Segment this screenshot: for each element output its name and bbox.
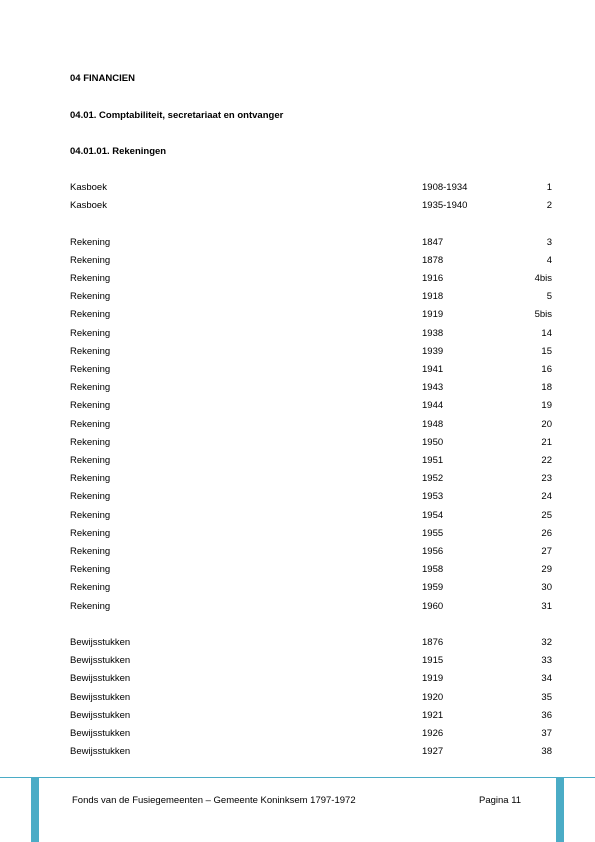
list-item [0, 290, 595, 304]
item-title: Rekening [70, 236, 111, 248]
list-item [0, 672, 595, 686]
item-title: Rekening [70, 473, 111, 485]
item-period: 1944 [422, 400, 444, 412]
list-item [0, 709, 595, 723]
item-number: 18 [541, 382, 552, 394]
item-title: Rekening [70, 491, 111, 503]
item-title: Rekening [70, 436, 111, 448]
list-item [0, 308, 595, 322]
item-period: 1908-1934 [422, 182, 468, 193]
item-period: 1948 [422, 418, 444, 430]
list-item [0, 454, 595, 468]
list-item [0, 181, 595, 195]
list-item [0, 600, 595, 614]
item-title: Rekening [70, 291, 111, 303]
list-item [0, 527, 595, 541]
item-title: Rekening [70, 382, 111, 394]
item-title: Rekening [70, 364, 111, 375]
item-number: 19 [541, 400, 552, 412]
list-item [0, 545, 595, 559]
item-period: 1956 [422, 546, 444, 557]
item-period: 1847 [422, 236, 444, 248]
item-number: 26 [541, 527, 552, 539]
item-number: 24 [541, 491, 552, 503]
item-number: 29 [541, 564, 552, 576]
item-title: Bewijsstukken [70, 673, 131, 685]
item-title: Rekening [70, 327, 111, 339]
list-item [0, 727, 595, 741]
item-number: 31 [541, 600, 552, 612]
list-item [0, 418, 595, 432]
item-title: Rekening [70, 254, 111, 266]
item-title: Bewijsstukken [70, 655, 131, 667]
item-number: 15 [541, 345, 552, 357]
item-number: 3 [546, 236, 552, 248]
item-period: 1955 [422, 527, 444, 539]
list-item [0, 254, 595, 268]
item-title: Rekening [70, 309, 111, 321]
item-title: Rekening [70, 455, 111, 466]
footer-left-accent-bar [31, 778, 39, 842]
item-title: Kasboek [70, 200, 107, 212]
item-number: 30 [541, 582, 552, 594]
list-item [0, 745, 595, 759]
item-title: Rekening [70, 546, 111, 557]
item-number: 27 [541, 546, 552, 557]
item-period: 1958 [422, 564, 444, 576]
item-period: 1960 [422, 600, 444, 612]
item-period: 1941 [422, 364, 444, 375]
item-number: 1 [546, 182, 552, 193]
item-period: 1878 [422, 254, 444, 266]
item-period: 1916 [422, 273, 444, 284]
section-heading: 04 FINANCIEN [70, 73, 135, 84]
list-item [0, 327, 595, 341]
item-title: Rekening [70, 273, 111, 284]
list-item [0, 691, 595, 705]
item-number: 37 [541, 728, 552, 739]
item-title: Bewijsstukken [70, 637, 131, 648]
item-number: 5bis [534, 309, 552, 321]
list-item [0, 272, 595, 286]
item-period: 1921 [422, 709, 444, 721]
item-period: 1919 [422, 309, 444, 321]
item-period: 1876 [422, 637, 444, 648]
item-number: 36 [541, 709, 552, 721]
list-item [0, 399, 595, 413]
item-number: 4 [546, 254, 552, 266]
item-period: 1915 [422, 655, 444, 667]
subsubsection-heading: 04.01.01. Rekeningen [70, 146, 167, 157]
item-title: Rekening [70, 600, 111, 612]
item-number: 35 [541, 691, 552, 703]
list-item [0, 345, 595, 359]
item-number: 34 [541, 673, 552, 685]
item-title: Rekening [70, 509, 111, 521]
item-number: 23 [541, 473, 552, 485]
item-title: Rekening [70, 582, 111, 594]
list-item [0, 472, 595, 486]
list-item [0, 509, 595, 523]
item-number: 38 [541, 746, 552, 758]
item-title: Rekening [70, 400, 111, 412]
list-item [0, 363, 595, 377]
item-number: 20 [541, 418, 552, 430]
item-period: 1920 [422, 691, 444, 703]
item-number: 21 [541, 436, 552, 448]
item-title: Kasboek [70, 182, 107, 193]
footer-right-accent-bar [556, 778, 564, 842]
list-item [0, 490, 595, 504]
item-number: 5 [546, 291, 552, 303]
item-period: 1919 [422, 673, 444, 685]
item-number: 16 [541, 364, 552, 375]
list-item [0, 581, 595, 595]
item-period: 1926 [422, 728, 444, 739]
item-period: 1952 [422, 473, 444, 485]
item-period: 1950 [422, 436, 444, 448]
item-period: 1935-1940 [422, 200, 468, 212]
item-number: 33 [541, 655, 552, 667]
item-title: Rekening [70, 418, 111, 430]
item-period: 1939 [422, 345, 444, 357]
list-item [0, 236, 595, 250]
item-title: Bewijsstukken [70, 746, 131, 758]
item-number: 22 [541, 455, 552, 466]
list-item [0, 381, 595, 395]
item-period: 1938 [422, 327, 444, 339]
item-period: 1959 [422, 582, 444, 594]
list-item [0, 563, 595, 577]
item-title: Bewijsstukken [70, 691, 131, 703]
item-number: 2 [546, 200, 552, 212]
list-item [0, 654, 595, 668]
item-title: Bewijsstukken [70, 709, 131, 721]
item-number: 32 [541, 637, 552, 648]
footer-title: Fonds van de Fusiegemeenten – Gemeente Koninksem 1797-1972 [72, 795, 356, 806]
page-number: Pagina 11 [479, 795, 522, 806]
item-title: Rekening [70, 345, 111, 357]
list-item [0, 436, 595, 450]
item-number: 25 [541, 509, 552, 521]
item-title: Bewijsstukken [70, 728, 131, 739]
item-period: 1951 [422, 455, 444, 466]
item-period: 1927 [422, 746, 444, 758]
item-number: 14 [541, 327, 552, 339]
item-period: 1953 [422, 491, 444, 503]
item-title: Rekening [70, 527, 111, 539]
item-period: 1918 [422, 291, 444, 303]
item-period: 1943 [422, 382, 444, 394]
item-number: 4bis [534, 273, 552, 284]
list-item [0, 636, 595, 650]
list-item [0, 199, 595, 213]
item-period: 1954 [422, 509, 444, 521]
footer-divider [0, 777, 595, 778]
item-title: Rekening [70, 564, 111, 576]
subsection-heading: 04.01. Comptabiliteit, secretariaat en ontvanger [70, 110, 284, 121]
